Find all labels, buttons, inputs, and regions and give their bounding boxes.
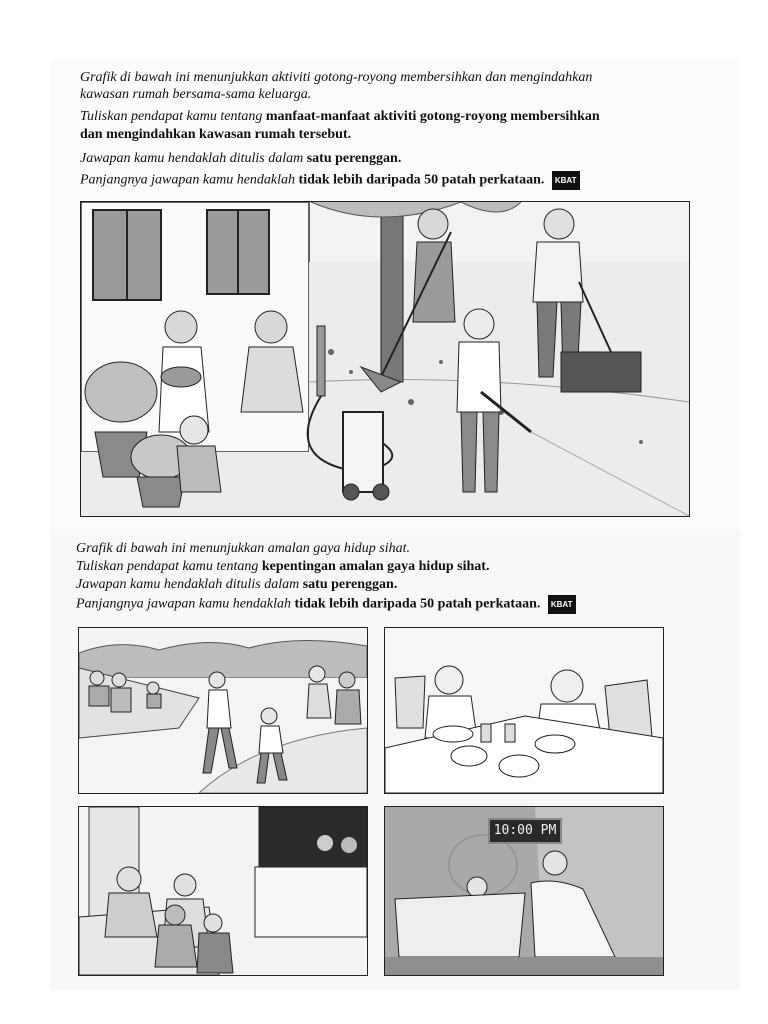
q2-line-3-bold: satu perenggan. xyxy=(302,577,398,592)
panel-healthy-eating xyxy=(384,627,664,794)
q1-line-4: dan mengindahkan kawasan rumah tersebut. xyxy=(80,127,352,142)
q1-line-6-bold: tidak lebih daripada 50 patah perkataan. xyxy=(298,172,545,188)
q1-line-3 xyxy=(80,108,600,125)
q2-line-4-lead: Panjangnya jawapan kamu hendaklah xyxy=(76,596,292,612)
q1-line-3-lead: Tuliskan pendapat kamu tentang xyxy=(80,109,263,124)
q2-line-2-lead: Tuliskan pendapat kamu tentang xyxy=(76,559,259,574)
kbat-badge-2: KBAT xyxy=(548,595,576,614)
kbat-badge: KBAT xyxy=(552,171,580,190)
q2-line-2 xyxy=(76,558,489,575)
q1-line-5-bold: satu perenggan. xyxy=(306,151,402,166)
q2-line-4 xyxy=(76,595,576,614)
q1-line-3-bold: manfaat-manfaat aktiviti gotong-royong membersihkan xyxy=(265,109,600,124)
q1-line-2: kawasan rumah bersama-sama keluarga. xyxy=(80,87,312,102)
gotong-royong-illustration xyxy=(80,201,690,517)
digital-clock: 10:00 PM xyxy=(488,818,562,844)
panel-family-tv xyxy=(78,806,368,976)
q1-line-1: Grafik di bawah ini menunjukkan aktiviti gotong-royong membersihkan dan mengindahkan xyxy=(80,70,593,85)
q1-line-6 xyxy=(80,171,580,190)
panel-park-exercise xyxy=(78,627,368,794)
q2-line-3-lead: Jawapan kamu hendaklah ditulis dalam xyxy=(76,577,300,592)
q2-line-4-bold: tidak lebih daripada 50 patah perkataan. xyxy=(294,596,541,612)
q2-line-1: Grafik di bawah ini menunjukkan amalan gaya hidup sihat. xyxy=(76,541,411,556)
q2-line-2-bold: kepentingan amalan gaya hidup sihat. xyxy=(261,559,490,574)
q1-line-5 xyxy=(80,150,401,167)
q1-line-5-lead: Jawapan kamu hendaklah ditulis dalam xyxy=(80,151,304,166)
q2-line-3 xyxy=(76,576,397,593)
q1-line-6-lead: Panjangnya jawapan kamu hendaklah xyxy=(80,172,296,188)
